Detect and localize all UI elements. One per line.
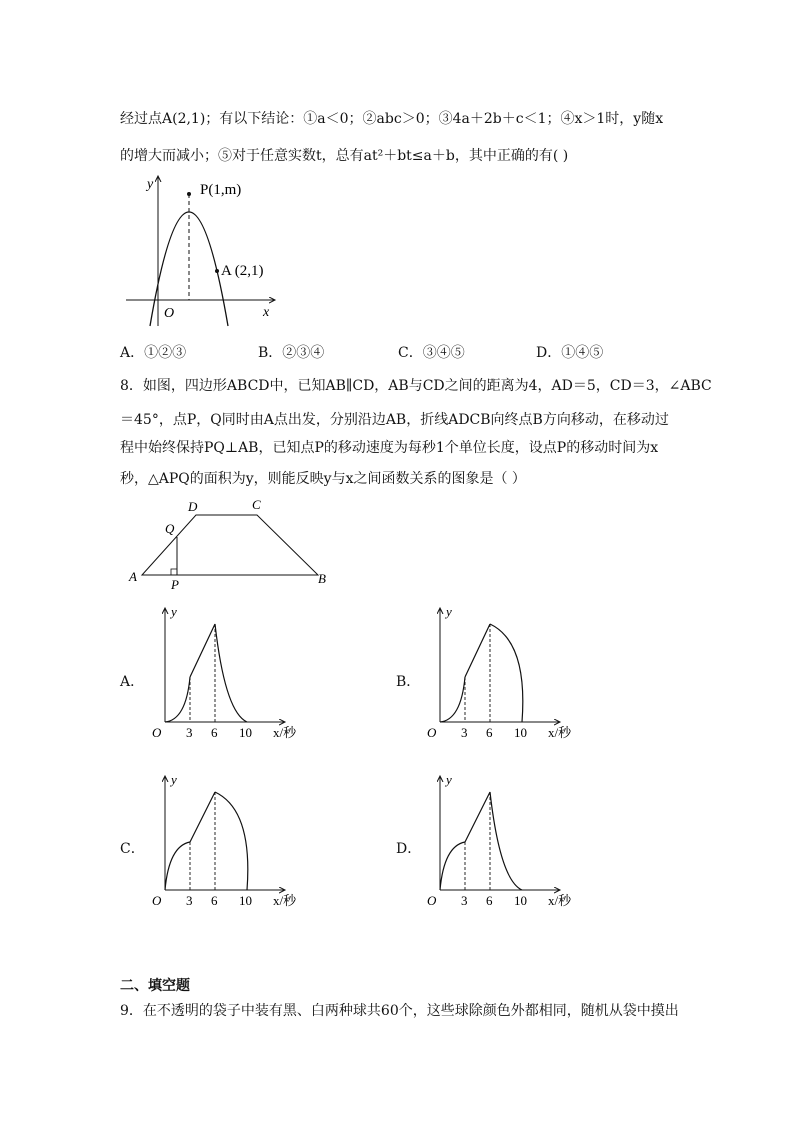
- label-a: A: [129, 569, 137, 584]
- q8-graph-d: [420, 770, 580, 915]
- right-angle-mark: [171, 569, 177, 575]
- x-unit-label: x/秒: [548, 725, 572, 740]
- q8-graph-b: [420, 602, 580, 747]
- q8-text-line3: 程中始终保持PQ⊥AB，已知点P的移动速度为每秒1个单位长度，设点P的移动时间为x: [120, 440, 659, 456]
- curve-segment-2: [190, 792, 215, 842]
- tick-6: 6: [486, 893, 493, 908]
- q8-text-line2: ＝45°，点P，Q同时由A点出发，分别沿边AB，折线ADCB向终点B方向移动，在移动过: [120, 412, 669, 428]
- x-unit-label: x/秒: [548, 893, 572, 908]
- label-c: C: [252, 497, 261, 512]
- label-p: P: [171, 577, 179, 592]
- q7-text-line1: 经过点A(2,1)；有以下结论：①a＜0；②abc＞0；③4a＋2b＋c＜1；④x＞1时，y随x: [120, 111, 664, 127]
- origin-label: O: [427, 725, 437, 740]
- origin-label: O: [427, 893, 437, 908]
- section-heading: 二、填空题: [120, 978, 190, 994]
- x-unit-label: x/秒: [273, 893, 297, 908]
- curve-segment-1: [165, 842, 190, 890]
- y-label: y: [446, 604, 452, 619]
- tick-10: 10: [514, 725, 527, 740]
- label-d: D: [188, 499, 198, 514]
- curve-segment-3: [490, 792, 522, 890]
- q7-option-c[interactable]: C．③④⑤: [398, 345, 465, 361]
- origin-label: O: [152, 893, 162, 908]
- label-b: B: [318, 571, 326, 586]
- curve-segment-1: [440, 677, 465, 722]
- x-axis-label: x: [263, 305, 270, 320]
- curve-segment-1: [440, 842, 465, 890]
- curve-segment-1: [165, 677, 190, 722]
- curve-segment-2: [465, 624, 490, 677]
- q9-text: 9．在不透明的袋子中装有黑、白两种球共60个，这些球除颜色外都相同，随机从袋中摸出: [120, 1003, 679, 1019]
- tick-10: 10: [239, 725, 252, 740]
- q7-option-d[interactable]: D．①④⑤: [536, 345, 604, 361]
- x-unit-label: x/秒: [273, 725, 297, 740]
- curve-segment-2: [465, 792, 490, 842]
- curve-segment-2: [190, 624, 215, 677]
- origin-label: O: [164, 306, 175, 321]
- tick-3: 3: [186, 893, 193, 908]
- tick-3: 3: [461, 725, 468, 740]
- q8-text-line4: 秒，△APQ的面积为y，则能反映y与x之间函数关系的图象是（ ）: [120, 471, 526, 487]
- tick-3: 3: [461, 893, 468, 908]
- curve-segment-3: [490, 624, 523, 722]
- q7-option-a[interactable]: A．①②③: [120, 345, 187, 361]
- point-a-label: A (2,1): [221, 263, 264, 279]
- tick-3: 3: [186, 725, 193, 740]
- q8-graph-d-letter[interactable]: D．: [396, 841, 422, 857]
- q8-graph-a-letter[interactable]: A．: [120, 674, 145, 690]
- tick-6: 6: [211, 893, 218, 908]
- tick-6: 6: [486, 725, 493, 740]
- q8-graph-b-letter[interactable]: B．: [396, 674, 421, 690]
- vertex-point: [187, 192, 191, 196]
- q8-graph-a: [145, 602, 305, 747]
- label-q: Q: [165, 521, 175, 536]
- curve-segment-3: [215, 792, 248, 890]
- q7-parabola-graph: [120, 168, 290, 333]
- q7-option-b[interactable]: B．②③④: [258, 345, 325, 361]
- y-label: y: [171, 772, 177, 787]
- q8-text-line1: 8．如图，四边形ABCD中，已知AB∥CD，AB与CD之间的距离为4，AD＝5，CD＝3，∠ABC: [120, 378, 712, 394]
- q8-trapezoid-figure: [120, 495, 340, 595]
- vertex-label: P(1,m): [200, 182, 242, 198]
- tick-10: 10: [239, 893, 252, 908]
- y-label: y: [446, 772, 452, 787]
- q8-graph-c: [145, 770, 305, 915]
- tick-6: 6: [211, 725, 218, 740]
- q8-graph-c-letter[interactable]: C．: [120, 841, 145, 857]
- y-label: y: [171, 604, 177, 619]
- point-a: [215, 269, 219, 273]
- tick-10: 10: [514, 893, 527, 908]
- q7-text-line2: 的增大而减小；⑤对于任意实数t，总有at²＋bt≤a＋b，其中正确的有( ): [120, 148, 569, 164]
- curve-segment-3: [215, 624, 247, 722]
- origin-label: O: [152, 725, 162, 740]
- y-axis-label: y: [147, 177, 154, 192]
